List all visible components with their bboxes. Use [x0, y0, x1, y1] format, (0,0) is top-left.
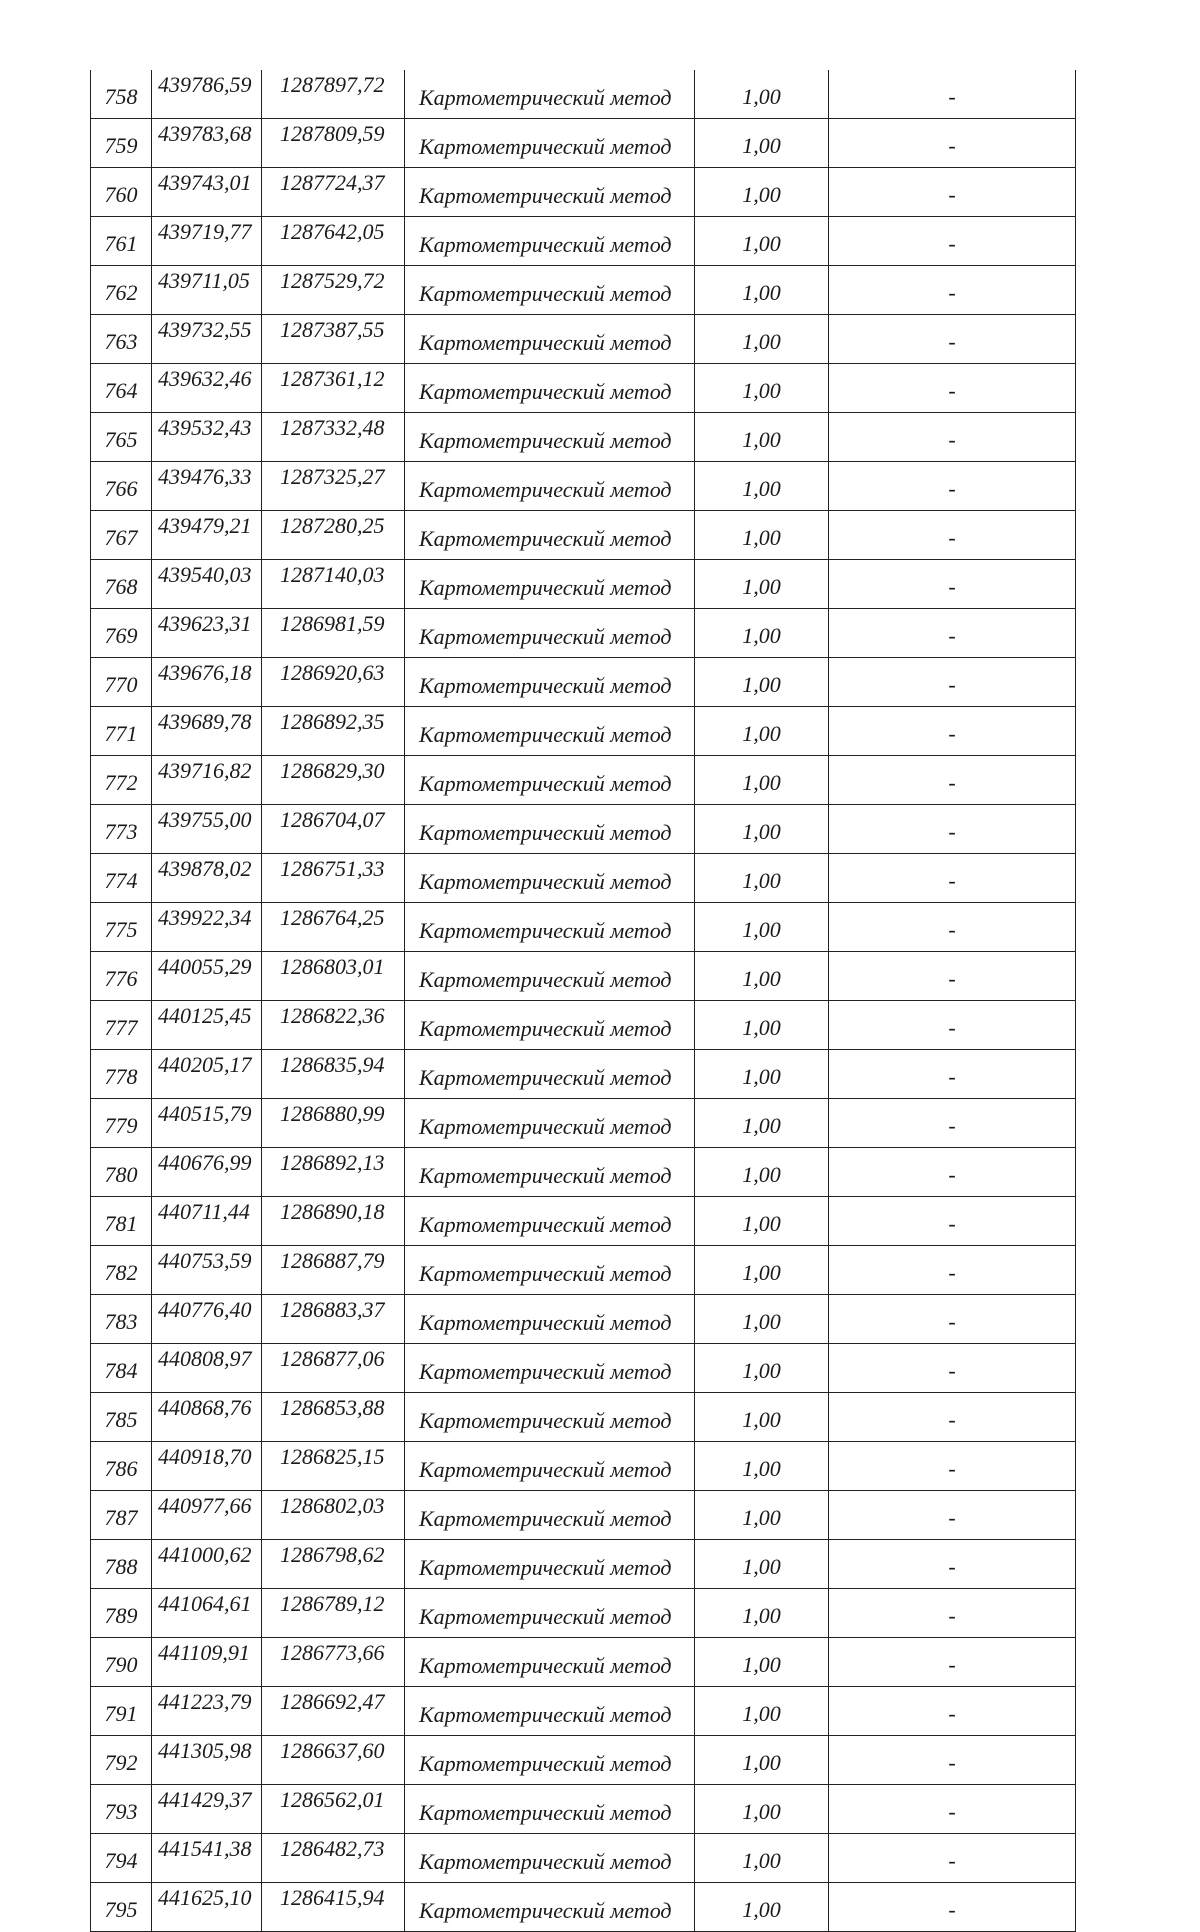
table-row: [91, 756, 1076, 805]
description-cell: -: [829, 1491, 1076, 1540]
description-cell: -: [829, 168, 1076, 217]
method-cell: Картометрический метод: [405, 168, 695, 217]
precision-cell: 1,00: [695, 1834, 829, 1883]
precision-cell: 1,00: [695, 168, 829, 217]
description-cell: -: [829, 462, 1076, 511]
description-cell: -: [829, 1589, 1076, 1638]
x-coordinate-cell: 441223,79: [152, 1687, 262, 1736]
table-row: [91, 1246, 1076, 1295]
precision-cell: 1,00: [695, 1393, 829, 1442]
precision-cell: 1,00: [695, 1148, 829, 1197]
method-cell: Картометрический метод: [405, 609, 695, 658]
x-coordinate-cell: 441109,91: [152, 1638, 262, 1687]
precision-cell: 1,00: [695, 1001, 829, 1050]
y-coordinate-cell: 1286829,30: [262, 756, 405, 805]
method-cell: Картометрический метод: [405, 70, 695, 119]
method-cell: Картометрический метод: [405, 1001, 695, 1050]
method-cell: Картометрический метод: [405, 1736, 695, 1785]
y-coordinate-cell: 1287361,12: [262, 364, 405, 413]
table-row: [91, 364, 1076, 413]
precision-cell: 1,00: [695, 1442, 829, 1491]
table-row: [91, 1785, 1076, 1834]
point-number-cell: 787: [91, 1491, 152, 1540]
table-row: [91, 1883, 1076, 1932]
precision-cell: 1,00: [695, 903, 829, 952]
method-cell: Картометрический метод: [405, 805, 695, 854]
y-coordinate-cell: 1286877,06: [262, 1344, 405, 1393]
point-number-cell: 775: [91, 903, 152, 952]
point-number-cell: 763: [91, 315, 152, 364]
method-cell: Картометрический метод: [405, 1295, 695, 1344]
method-cell: Картометрический метод: [405, 1148, 695, 1197]
description-cell: -: [829, 1050, 1076, 1099]
precision-cell: 1,00: [695, 560, 829, 609]
method-cell: Картометрический метод: [405, 1785, 695, 1834]
y-coordinate-cell: 1286981,59: [262, 609, 405, 658]
table-row: [91, 1099, 1076, 1148]
precision-cell: 1,00: [695, 1736, 829, 1785]
y-coordinate-cell: 1286825,15: [262, 1442, 405, 1491]
precision-cell: 1,00: [695, 1246, 829, 1295]
y-coordinate-cell: 1286751,33: [262, 854, 405, 903]
table-row: [91, 1442, 1076, 1491]
x-coordinate-cell: 440977,66: [152, 1491, 262, 1540]
x-coordinate-cell: 439711,05: [152, 266, 262, 315]
table-row: [91, 1148, 1076, 1197]
table-row: [91, 1589, 1076, 1638]
precision-cell: 1,00: [695, 266, 829, 315]
table-row: [91, 217, 1076, 266]
description-cell: -: [829, 805, 1076, 854]
method-cell: Картометрический метод: [405, 1344, 695, 1393]
point-number-cell: 776: [91, 952, 152, 1001]
x-coordinate-cell: 440753,59: [152, 1246, 262, 1295]
table-row: [91, 707, 1076, 756]
table-row: [91, 658, 1076, 707]
point-number-cell: 774: [91, 854, 152, 903]
method-cell: Картометрический метод: [405, 315, 695, 364]
precision-cell: 1,00: [695, 609, 829, 658]
point-number-cell: 758: [91, 70, 152, 119]
point-number-cell: 789: [91, 1589, 152, 1638]
precision-cell: 1,00: [695, 854, 829, 903]
table-row: [91, 168, 1076, 217]
method-cell: Картометрический метод: [405, 1589, 695, 1638]
y-coordinate-cell: 1286802,03: [262, 1491, 405, 1540]
method-cell: Картометрический метод: [405, 756, 695, 805]
point-number-cell: 759: [91, 119, 152, 168]
y-coordinate-cell: 1286880,99: [262, 1099, 405, 1148]
x-coordinate-cell: 440055,29: [152, 952, 262, 1001]
description-cell: -: [829, 1393, 1076, 1442]
x-coordinate-cell: 440676,99: [152, 1148, 262, 1197]
coordinates-table-page: [90, 70, 1075, 1932]
point-number-cell: 783: [91, 1295, 152, 1344]
y-coordinate-cell: 1286764,25: [262, 903, 405, 952]
point-number-cell: 779: [91, 1099, 152, 1148]
precision-cell: 1,00: [695, 70, 829, 119]
point-number-cell: 780: [91, 1148, 152, 1197]
x-coordinate-cell: 439532,43: [152, 413, 262, 462]
table-row: [91, 266, 1076, 315]
x-coordinate-cell: 441064,61: [152, 1589, 262, 1638]
table-row: [91, 1491, 1076, 1540]
y-coordinate-cell: 1286920,63: [262, 658, 405, 707]
method-cell: Картометрический метод: [405, 952, 695, 1001]
point-number-cell: 784: [91, 1344, 152, 1393]
description-cell: -: [829, 1883, 1076, 1932]
description-cell: -: [829, 1638, 1076, 1687]
y-coordinate-cell: 1286853,88: [262, 1393, 405, 1442]
y-coordinate-cell: 1286562,01: [262, 1785, 405, 1834]
x-coordinate-cell: 439786,59: [152, 70, 262, 119]
point-number-cell: 760: [91, 168, 152, 217]
description-cell: -: [829, 266, 1076, 315]
description-cell: -: [829, 70, 1076, 119]
x-coordinate-cell: 441625,10: [152, 1883, 262, 1932]
method-cell: Картометрический метод: [405, 1050, 695, 1099]
table-row: [91, 805, 1076, 854]
y-coordinate-cell: 1286892,35: [262, 707, 405, 756]
table-row: [91, 903, 1076, 952]
y-coordinate-cell: 1286883,37: [262, 1295, 405, 1344]
point-number-cell: 766: [91, 462, 152, 511]
method-cell: Картометрический метод: [405, 1687, 695, 1736]
precision-cell: 1,00: [695, 462, 829, 511]
x-coordinate-cell: 439623,31: [152, 609, 262, 658]
description-cell: -: [829, 1736, 1076, 1785]
y-coordinate-cell: 1286692,47: [262, 1687, 405, 1736]
point-number-cell: 782: [91, 1246, 152, 1295]
precision-cell: 1,00: [695, 364, 829, 413]
y-coordinate-cell: 1286887,79: [262, 1246, 405, 1295]
description-cell: -: [829, 707, 1076, 756]
x-coordinate-cell: 439732,55: [152, 315, 262, 364]
precision-cell: 1,00: [695, 1883, 829, 1932]
precision-cell: 1,00: [695, 756, 829, 805]
y-coordinate-cell: 1287325,27: [262, 462, 405, 511]
table-row: [91, 70, 1076, 119]
table-row: [91, 1295, 1076, 1344]
description-cell: -: [829, 1785, 1076, 1834]
x-coordinate-cell: 439632,46: [152, 364, 262, 413]
description-cell: -: [829, 560, 1076, 609]
description-cell: -: [829, 364, 1076, 413]
precision-cell: 1,00: [695, 315, 829, 364]
y-coordinate-cell: 1287809,59: [262, 119, 405, 168]
method-cell: Картометрический метод: [405, 1197, 695, 1246]
method-cell: Картометрический метод: [405, 266, 695, 315]
precision-cell: 1,00: [695, 1050, 829, 1099]
description-cell: -: [829, 1001, 1076, 1050]
point-number-cell: 771: [91, 707, 152, 756]
method-cell: Картометрический метод: [405, 560, 695, 609]
y-coordinate-cell: 1287140,03: [262, 560, 405, 609]
method-cell: Картометрический метод: [405, 707, 695, 756]
x-coordinate-cell: 439676,18: [152, 658, 262, 707]
description-cell: -: [829, 1344, 1076, 1393]
point-number-cell: 770: [91, 658, 152, 707]
table-row: [91, 854, 1076, 903]
method-cell: Картометрический метод: [405, 658, 695, 707]
table-row: [91, 1050, 1076, 1099]
x-coordinate-cell: 439878,02: [152, 854, 262, 903]
table-row: [91, 1736, 1076, 1785]
description-cell: -: [829, 609, 1076, 658]
point-number-cell: 764: [91, 364, 152, 413]
point-number-cell: 786: [91, 1442, 152, 1491]
precision-cell: 1,00: [695, 805, 829, 854]
point-number-cell: 761: [91, 217, 152, 266]
y-coordinate-cell: 1286637,60: [262, 1736, 405, 1785]
x-coordinate-cell: 439540,03: [152, 560, 262, 609]
y-coordinate-cell: 1287642,05: [262, 217, 405, 266]
method-cell: Картометрический метод: [405, 1246, 695, 1295]
table-row: [91, 511, 1076, 560]
description-cell: -: [829, 854, 1076, 903]
precision-cell: 1,00: [695, 952, 829, 1001]
point-number-cell: 781: [91, 1197, 152, 1246]
point-number-cell: 769: [91, 609, 152, 658]
y-coordinate-cell: 1287897,72: [262, 70, 405, 119]
method-cell: Картометрический метод: [405, 1540, 695, 1589]
x-coordinate-cell: 440125,45: [152, 1001, 262, 1050]
method-cell: Картометрический метод: [405, 364, 695, 413]
precision-cell: 1,00: [695, 413, 829, 462]
x-coordinate-cell: 440711,44: [152, 1197, 262, 1246]
description-cell: -: [829, 756, 1076, 805]
y-coordinate-cell: 1286789,12: [262, 1589, 405, 1638]
method-cell: Картометрический метод: [405, 217, 695, 266]
description-cell: -: [829, 1295, 1076, 1344]
point-number-cell: 788: [91, 1540, 152, 1589]
y-coordinate-cell: 1287387,55: [262, 315, 405, 364]
y-coordinate-cell: 1286798,62: [262, 1540, 405, 1589]
description-cell: -: [829, 952, 1076, 1001]
description-cell: -: [829, 511, 1076, 560]
coordinates-table-body: [91, 70, 1076, 1932]
precision-cell: 1,00: [695, 1785, 829, 1834]
description-cell: -: [829, 1687, 1076, 1736]
description-cell: -: [829, 1246, 1076, 1295]
y-coordinate-cell: 1286803,01: [262, 952, 405, 1001]
x-coordinate-cell: 441429,37: [152, 1785, 262, 1834]
x-coordinate-cell: 441000,62: [152, 1540, 262, 1589]
x-coordinate-cell: 440918,70: [152, 1442, 262, 1491]
point-number-cell: 773: [91, 805, 152, 854]
table-row: [91, 1687, 1076, 1736]
y-coordinate-cell: 1286704,07: [262, 805, 405, 854]
table-row: [91, 1197, 1076, 1246]
table-row: [91, 1638, 1076, 1687]
y-coordinate-cell: 1287529,72: [262, 266, 405, 315]
precision-cell: 1,00: [695, 1295, 829, 1344]
table-row: [91, 1001, 1076, 1050]
description-cell: -: [829, 413, 1076, 462]
method-cell: Картометрический метод: [405, 1393, 695, 1442]
method-cell: Картометрический метод: [405, 511, 695, 560]
x-coordinate-cell: 439719,77: [152, 217, 262, 266]
y-coordinate-cell: 1286773,66: [262, 1638, 405, 1687]
precision-cell: 1,00: [695, 217, 829, 266]
point-number-cell: 767: [91, 511, 152, 560]
precision-cell: 1,00: [695, 1099, 829, 1148]
method-cell: Картометрический метод: [405, 854, 695, 903]
point-number-cell: 785: [91, 1393, 152, 1442]
table-row: [91, 462, 1076, 511]
precision-cell: 1,00: [695, 1638, 829, 1687]
y-coordinate-cell: 1286822,36: [262, 1001, 405, 1050]
precision-cell: 1,00: [695, 1589, 829, 1638]
x-coordinate-cell: 439755,00: [152, 805, 262, 854]
method-cell: Картометрический метод: [405, 1099, 695, 1148]
precision-cell: 1,00: [695, 511, 829, 560]
description-cell: -: [829, 119, 1076, 168]
table-row: [91, 1344, 1076, 1393]
method-cell: Картометрический метод: [405, 1883, 695, 1932]
point-number-cell: 768: [91, 560, 152, 609]
x-coordinate-cell: 441541,38: [152, 1834, 262, 1883]
x-coordinate-cell: 440776,40: [152, 1295, 262, 1344]
point-number-cell: 765: [91, 413, 152, 462]
table-row: [91, 1540, 1076, 1589]
precision-cell: 1,00: [695, 658, 829, 707]
point-number-cell: 791: [91, 1687, 152, 1736]
y-coordinate-cell: 1287332,48: [262, 413, 405, 462]
point-number-cell: 790: [91, 1638, 152, 1687]
x-coordinate-cell: 440515,79: [152, 1099, 262, 1148]
x-coordinate-cell: 439689,78: [152, 707, 262, 756]
description-cell: -: [829, 658, 1076, 707]
table-row: [91, 952, 1076, 1001]
description-cell: -: [829, 1540, 1076, 1589]
table-row: [91, 119, 1076, 168]
x-coordinate-cell: 439743,01: [152, 168, 262, 217]
y-coordinate-cell: 1287280,25: [262, 511, 405, 560]
precision-cell: 1,00: [695, 119, 829, 168]
table-row: [91, 609, 1076, 658]
method-cell: Картометрический метод: [405, 462, 695, 511]
table-row: [91, 1834, 1076, 1883]
description-cell: -: [829, 315, 1076, 364]
y-coordinate-cell: 1286835,94: [262, 1050, 405, 1099]
table-row: [91, 1393, 1076, 1442]
point-number-cell: 762: [91, 266, 152, 315]
precision-cell: 1,00: [695, 1687, 829, 1736]
description-cell: -: [829, 1148, 1076, 1197]
x-coordinate-cell: 440868,76: [152, 1393, 262, 1442]
x-coordinate-cell: 439476,33: [152, 462, 262, 511]
point-number-cell: 777: [91, 1001, 152, 1050]
x-coordinate-cell: 439922,34: [152, 903, 262, 952]
y-coordinate-cell: 1286415,94: [262, 1883, 405, 1932]
point-number-cell: 794: [91, 1834, 152, 1883]
point-number-cell: 793: [91, 1785, 152, 1834]
description-cell: -: [829, 1442, 1076, 1491]
table-row: [91, 560, 1076, 609]
precision-cell: 1,00: [695, 1344, 829, 1393]
description-cell: -: [829, 1099, 1076, 1148]
method-cell: Картометрический метод: [405, 903, 695, 952]
y-coordinate-cell: 1286890,18: [262, 1197, 405, 1246]
description-cell: -: [829, 217, 1076, 266]
x-coordinate-cell: 440808,97: [152, 1344, 262, 1393]
method-cell: Картометрический метод: [405, 119, 695, 168]
table-row: [91, 315, 1076, 364]
x-coordinate-cell: 441305,98: [152, 1736, 262, 1785]
precision-cell: 1,00: [695, 1491, 829, 1540]
precision-cell: 1,00: [695, 1540, 829, 1589]
method-cell: Картометрический метод: [405, 1834, 695, 1883]
table-row: [91, 413, 1076, 462]
description-cell: -: [829, 1834, 1076, 1883]
x-coordinate-cell: 439783,68: [152, 119, 262, 168]
coordinates-table: [90, 70, 1076, 1932]
precision-cell: 1,00: [695, 1197, 829, 1246]
y-coordinate-cell: 1286482,73: [262, 1834, 405, 1883]
method-cell: Картометрический метод: [405, 1442, 695, 1491]
y-coordinate-cell: 1287724,37: [262, 168, 405, 217]
method-cell: Картометрический метод: [405, 1491, 695, 1540]
precision-cell: 1,00: [695, 707, 829, 756]
x-coordinate-cell: 440205,17: [152, 1050, 262, 1099]
point-number-cell: 792: [91, 1736, 152, 1785]
description-cell: -: [829, 1197, 1076, 1246]
method-cell: Картометрический метод: [405, 1638, 695, 1687]
x-coordinate-cell: 439479,21: [152, 511, 262, 560]
y-coordinate-cell: 1286892,13: [262, 1148, 405, 1197]
method-cell: Картометрический метод: [405, 413, 695, 462]
point-number-cell: 778: [91, 1050, 152, 1099]
point-number-cell: 795: [91, 1883, 152, 1932]
x-coordinate-cell: 439716,82: [152, 756, 262, 805]
point-number-cell: 772: [91, 756, 152, 805]
description-cell: -: [829, 903, 1076, 952]
